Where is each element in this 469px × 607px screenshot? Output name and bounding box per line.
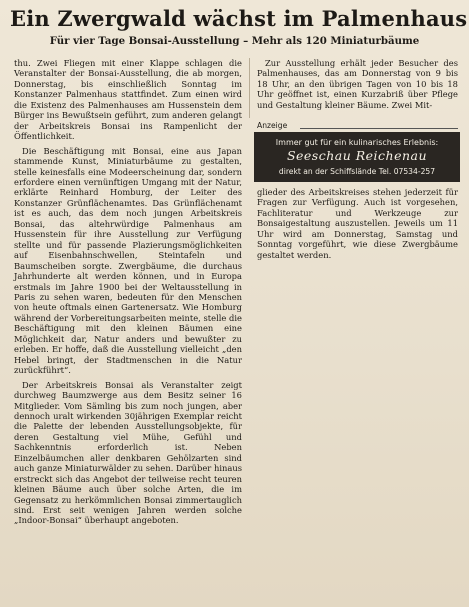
ad-restaurant-name: Seeschau Reichenau [286,148,428,163]
paragraph: Die Beschäftigung mit Bonsai, eine aus Japan stammende Kunst, Miniaturbäume zu gestalten, stelle keinesfalls eine Modeerscheinung dar, sondern erfordere einen vernünftigen Umgang mit der Natur, erklärte Reinhard Homburg, der Leiter des Konstanzer Grünflächenamtes. Das Grünflächenamt ist es auch, das dem noch jungen Arbeitskreis Bonsai, das altehrwürdige Palmenhaus am Hussenstein für ihre Ausstellung zur Verfügung stellte und für passende Plazierungsmöglichkeiten auf Eisenbahnschwellen, Steintafeln und Baumscheiben sorgte. Zwergbäume, die durchaus Jahrhunderte alt werden können, und in Europa erstmals im Jahre 1900 bei der Weltausstellung in Paris zu sehen waren, bedeuten für den Menschen von heute oftmals einen Gartenersatz. Wie Homburg während der Vorbereitungsarbeiten meinte, stelle die Beschäftigung mit den kleinen Bäumen eine Möglichkeit dar, Natur anders und bewußter zu erleben. Er hoffe, daß die Ausstellung vielleicht „den Hebel bringt, der Stadtmenschen in die Natur zurückführt“. [14,145,242,376]
ad-label-rule [300,128,458,129]
subheadline: Für vier Tage Bonsai-Ausstellung – Mehr als 120 Miniaturbäume [49,35,420,47]
ad-address: direkt an der Schiffslände Tel. 07534-257 [278,167,436,176]
paragraph: Der Arbeitskreis Bonsai als Veranstalter zeigt durchweg Baumzwerge aus dem Besitz seiner 16 Mitglieder. Vom Sämling bis zum noch jungen, aber dennoch uralt wirkenden 30jährigen Exemplar reicht die Palette der lebenden Ausstellungsobjekte, für deren Gestaltung viel Mühe, Gefühl und Sachkenntnis erforderlich ist. Neben Einzelbäumchen aller denkbaren Gehölzarten sind auch ganze Miniaturwälder zu sehen. Darüber hinaus erstreckt sich das Angebot der teilweise recht teuren kleinen Bäume auch über solche Arten, die im Gegensatz zu herkömmlichen Bonsai zimmertauglich sind. Erst seit wenigen Jahren werden solche „Indoor-Bonsai“ überhaupt angeboten. [14,379,242,526]
paragraph: Zur Ausstellung erhält jeder Besucher des Palmenhauses, das am Donnerstag von 9 bis 18 Uhr, an den übrigen Tagen von 10 bis 18 Uhr geöffnet ist, einen Kurzabriß über Pflege und Gestaltung kleiner Bäume. Zwei Mit- [257,58,458,110]
right-column-top [257,58,458,114]
paragraph: thu. Zwei Fliegen mit einer Klappe schlagen die Veranstalter der Bonsai-Ausstellung, die ab morgen, Donnerstag, bis einschließlich Sonntag im Konstanzer Palmenhaus stattfindet. Zum einen wird die Existenz des Palmenhauses am Hussenstein dem Bürger ins Bewußtsein geführt, zum anderen gelangt der Arbeitskreis Bonsai ins Rampenlicht der Öffentlichkeit. [14,58,242,142]
headline: Ein Zwergwald wächst im Palmenhaus [10,6,468,31]
restaurant-advertisement [254,132,460,182]
right-column-bottom [257,187,458,264]
ad-label: Anzeige [257,121,288,130]
left-column [14,58,242,530]
paragraph: glieder des Arbeitskreises stehen jederzeit für Fragen zur Verfügung. Auch ist vorgesehen, Fachliteratur und Werkzeuge zur Bonsaigestaltung auszustellen. Jeweils um 11 Uhr wird am Donnerstag, Samstag und Sonntag vorgeführt, wie diese Zwergbäume gestaltet werden. [257,187,458,260]
column-divider [249,58,250,118]
ad-intro: Immer gut für ein kulinarisches Erlebnis: [275,138,439,147]
